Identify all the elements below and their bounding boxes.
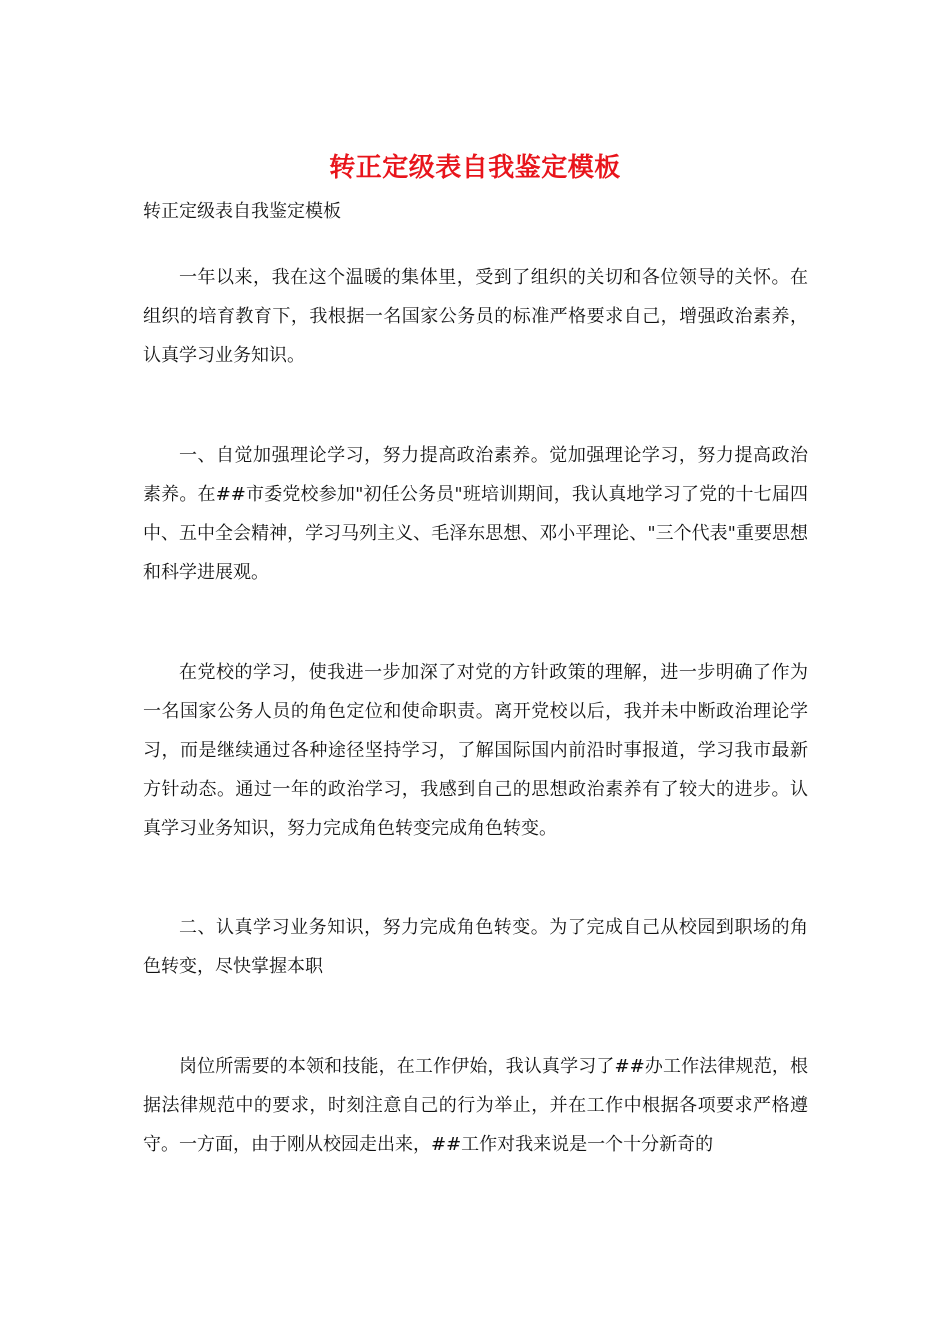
- paragraph-job-skills: 岗位所需要的本领和技能，在工作伊始，我认真学习了##办工作法律规范，根据法律规范中的要求，时刻注意自己的行为举止，并在工作中根据各项要求严格遵守。一方面，由于刚从校园走出来，##工作对我来说是一个十分新奇的: [143, 1056, 808, 1155]
- paragraph-party-school: 在党校的学习，使我进一步加深了对党的方针政策的理解，进一步明确了作为一名国家公务人员的角色定位和使命职责。离开党校以后，我并未中断政治理论学习，而是继续通过各种途径坚持学习，了解国际国内前沿时事报道，学习我市最新方针动态。通过一年的政治学习，我感到自己的思想政治素养有了较大的进步。认真学习业务知识，努力完成角色转变完成角色转变。: [143, 662, 808, 839]
- paragraph-intro: 一年以来，我在这个温暖的集体里，受到了组织的关切和各位领导的关怀。在组织的培育教育下，我根据一名国家公务员的标准严格要求自己，增强政治素养，认真学习业务知识。: [143, 267, 808, 366]
- document-title: 转正定级表自我鉴定模板: [329, 153, 621, 183]
- document-subtitle: 转正定级表自我鉴定模板: [143, 201, 341, 222]
- paragraph-theory-study: 一、自觉加强理论学习，努力提高政治素养。觉加强理论学习，努力提高政治素养。在##市委党校参加"初任公务员"班培训期间，我认真地学习了党的十七届四中、五中全会精神，学习马列主义、毛泽东思想、邓小平理论、"三个代表"重要思想和科学进展观。: [143, 445, 808, 583]
- paragraph-business-knowledge: 二、认真学习业务知识，努力完成角色转变。为了完成自己从校园到职场的角色转变，尽快掌握本职: [143, 917, 808, 977]
